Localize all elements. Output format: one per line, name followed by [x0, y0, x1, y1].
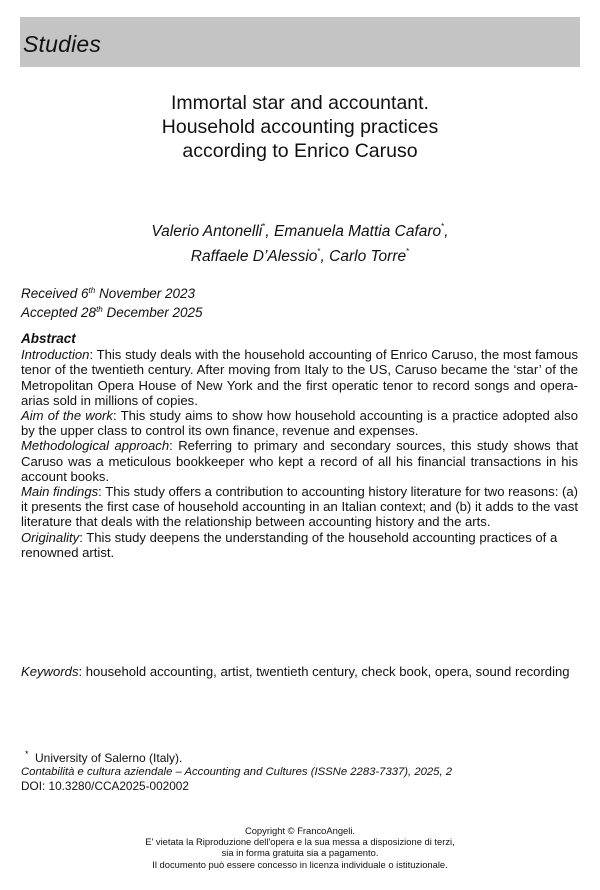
affiliation-mark: * [262, 222, 266, 231]
copyright-notice [0, 825, 600, 870]
author-separator: , [320, 248, 330, 265]
abstract-findings [21, 484, 578, 530]
ordinal-suffix: th [88, 286, 96, 295]
submission-dates [21, 283, 203, 321]
affiliation-text: University of Salerno (Italy). [35, 751, 183, 765]
section-label: Methodological approach [21, 438, 170, 454]
author-list [0, 217, 600, 267]
affiliation [21, 749, 452, 766]
keywords [21, 664, 578, 680]
abstract-methodology [21, 438, 578, 484]
doi: DOI: 10.3280/CCA2025-002002 [21, 778, 189, 793]
section-text: : This study deepens the understanding of the household accounting practices of a renowned artist. [21, 529, 558, 560]
section-label: Introduction [21, 347, 90, 363]
ordinal-suffix: th [96, 305, 103, 314]
section-text: : This study aims to show how household accounting is a practice adopted also by the upper class to control its own finance, revenue and expenses. [21, 408, 579, 439]
author-name: Valerio Antonelli [151, 223, 263, 240]
author-separator: , [265, 223, 275, 240]
section-label: Originality [21, 529, 80, 545]
received-date-month-year: November 2023 [95, 286, 196, 301]
keywords-label: Keywords [21, 664, 79, 679]
abstract-introduction [21, 347, 578, 408]
author-line [0, 242, 600, 267]
affiliation-mark: * [441, 222, 445, 231]
journal-citation: Contabilità e cultura aziendale – Accounting and Cultures (ISSNe 2283-7337), 2025, 2 [21, 765, 453, 778]
section-label: Aim of the work [21, 408, 113, 424]
copyright-line: Copyright © FrancoAngeli. [244, 825, 356, 836]
accepted-date-month-year: December 2025 [102, 305, 203, 320]
accepted-date [21, 302, 203, 321]
author-name: Carlo Torre [329, 248, 407, 265]
section-label: Main findings [21, 484, 99, 500]
abstract [21, 331, 578, 560]
copyright-line: Il documento può essere concesso in licenza individuale o istituzionale. [152, 858, 448, 870]
received-date [21, 283, 203, 302]
author-name: Raffaele D’Alessio [190, 248, 318, 265]
article-title [0, 91, 600, 163]
accepted-date-day: Accepted 28 [21, 305, 97, 320]
abstract-heading: Abstract [21, 331, 76, 346]
section-text: : Referring to primary and secondary sources, this study shows that Caruso was a meticulous bookkeeper who kept a record of all his financial transactions in his account books. [21, 438, 578, 484]
title-line: Household accounting practices [161, 116, 439, 138]
section-text: : This study deals with the household accounting of Enrico Caruso, the most famous tenor of the twentieth century. After moving from Italy to the US, Caruso became the ‘star’ of the Metropolitan Opera House of New York and the first operatic tenor to record songs and opera-arias sold in millions of copies. [21, 347, 578, 408]
abstract-aim [21, 408, 578, 438]
author-separator: , [444, 223, 449, 240]
copyright-line: sia in forma gratuita sia a pagamento. [221, 847, 379, 859]
author-line [0, 217, 600, 242]
received-date-day: Received 6 [21, 286, 89, 301]
keywords-text: : household accounting, artist, twentieth century, check book, opera, sound recording [78, 664, 570, 679]
footnote [21, 749, 453, 793]
author-name: Emanuela Mattia Cafaro [274, 223, 442, 240]
affiliation-mark: * [406, 247, 410, 256]
abstract-originality [21, 530, 578, 560]
copyright-line: E' vietata la Riproduzione dell'opera e la sua messa a disposizione di terzi, [145, 836, 455, 848]
section-banner [20, 17, 580, 67]
title-line: Immortal star and accountant. [171, 92, 429, 114]
affiliation-mark: * [317, 247, 321, 256]
section-label: Studies [23, 31, 102, 57]
title-line: according to Enrico Caruso [182, 140, 418, 162]
section-text: : This study offers a contribution to accounting history literature for two reasons: (a) it presents the first case of household accounting in an Italian context; and (b) it adds to the vast literature that deals with the relationship between accounting history and the arts. [21, 484, 579, 530]
affiliation-mark: * [25, 749, 29, 759]
